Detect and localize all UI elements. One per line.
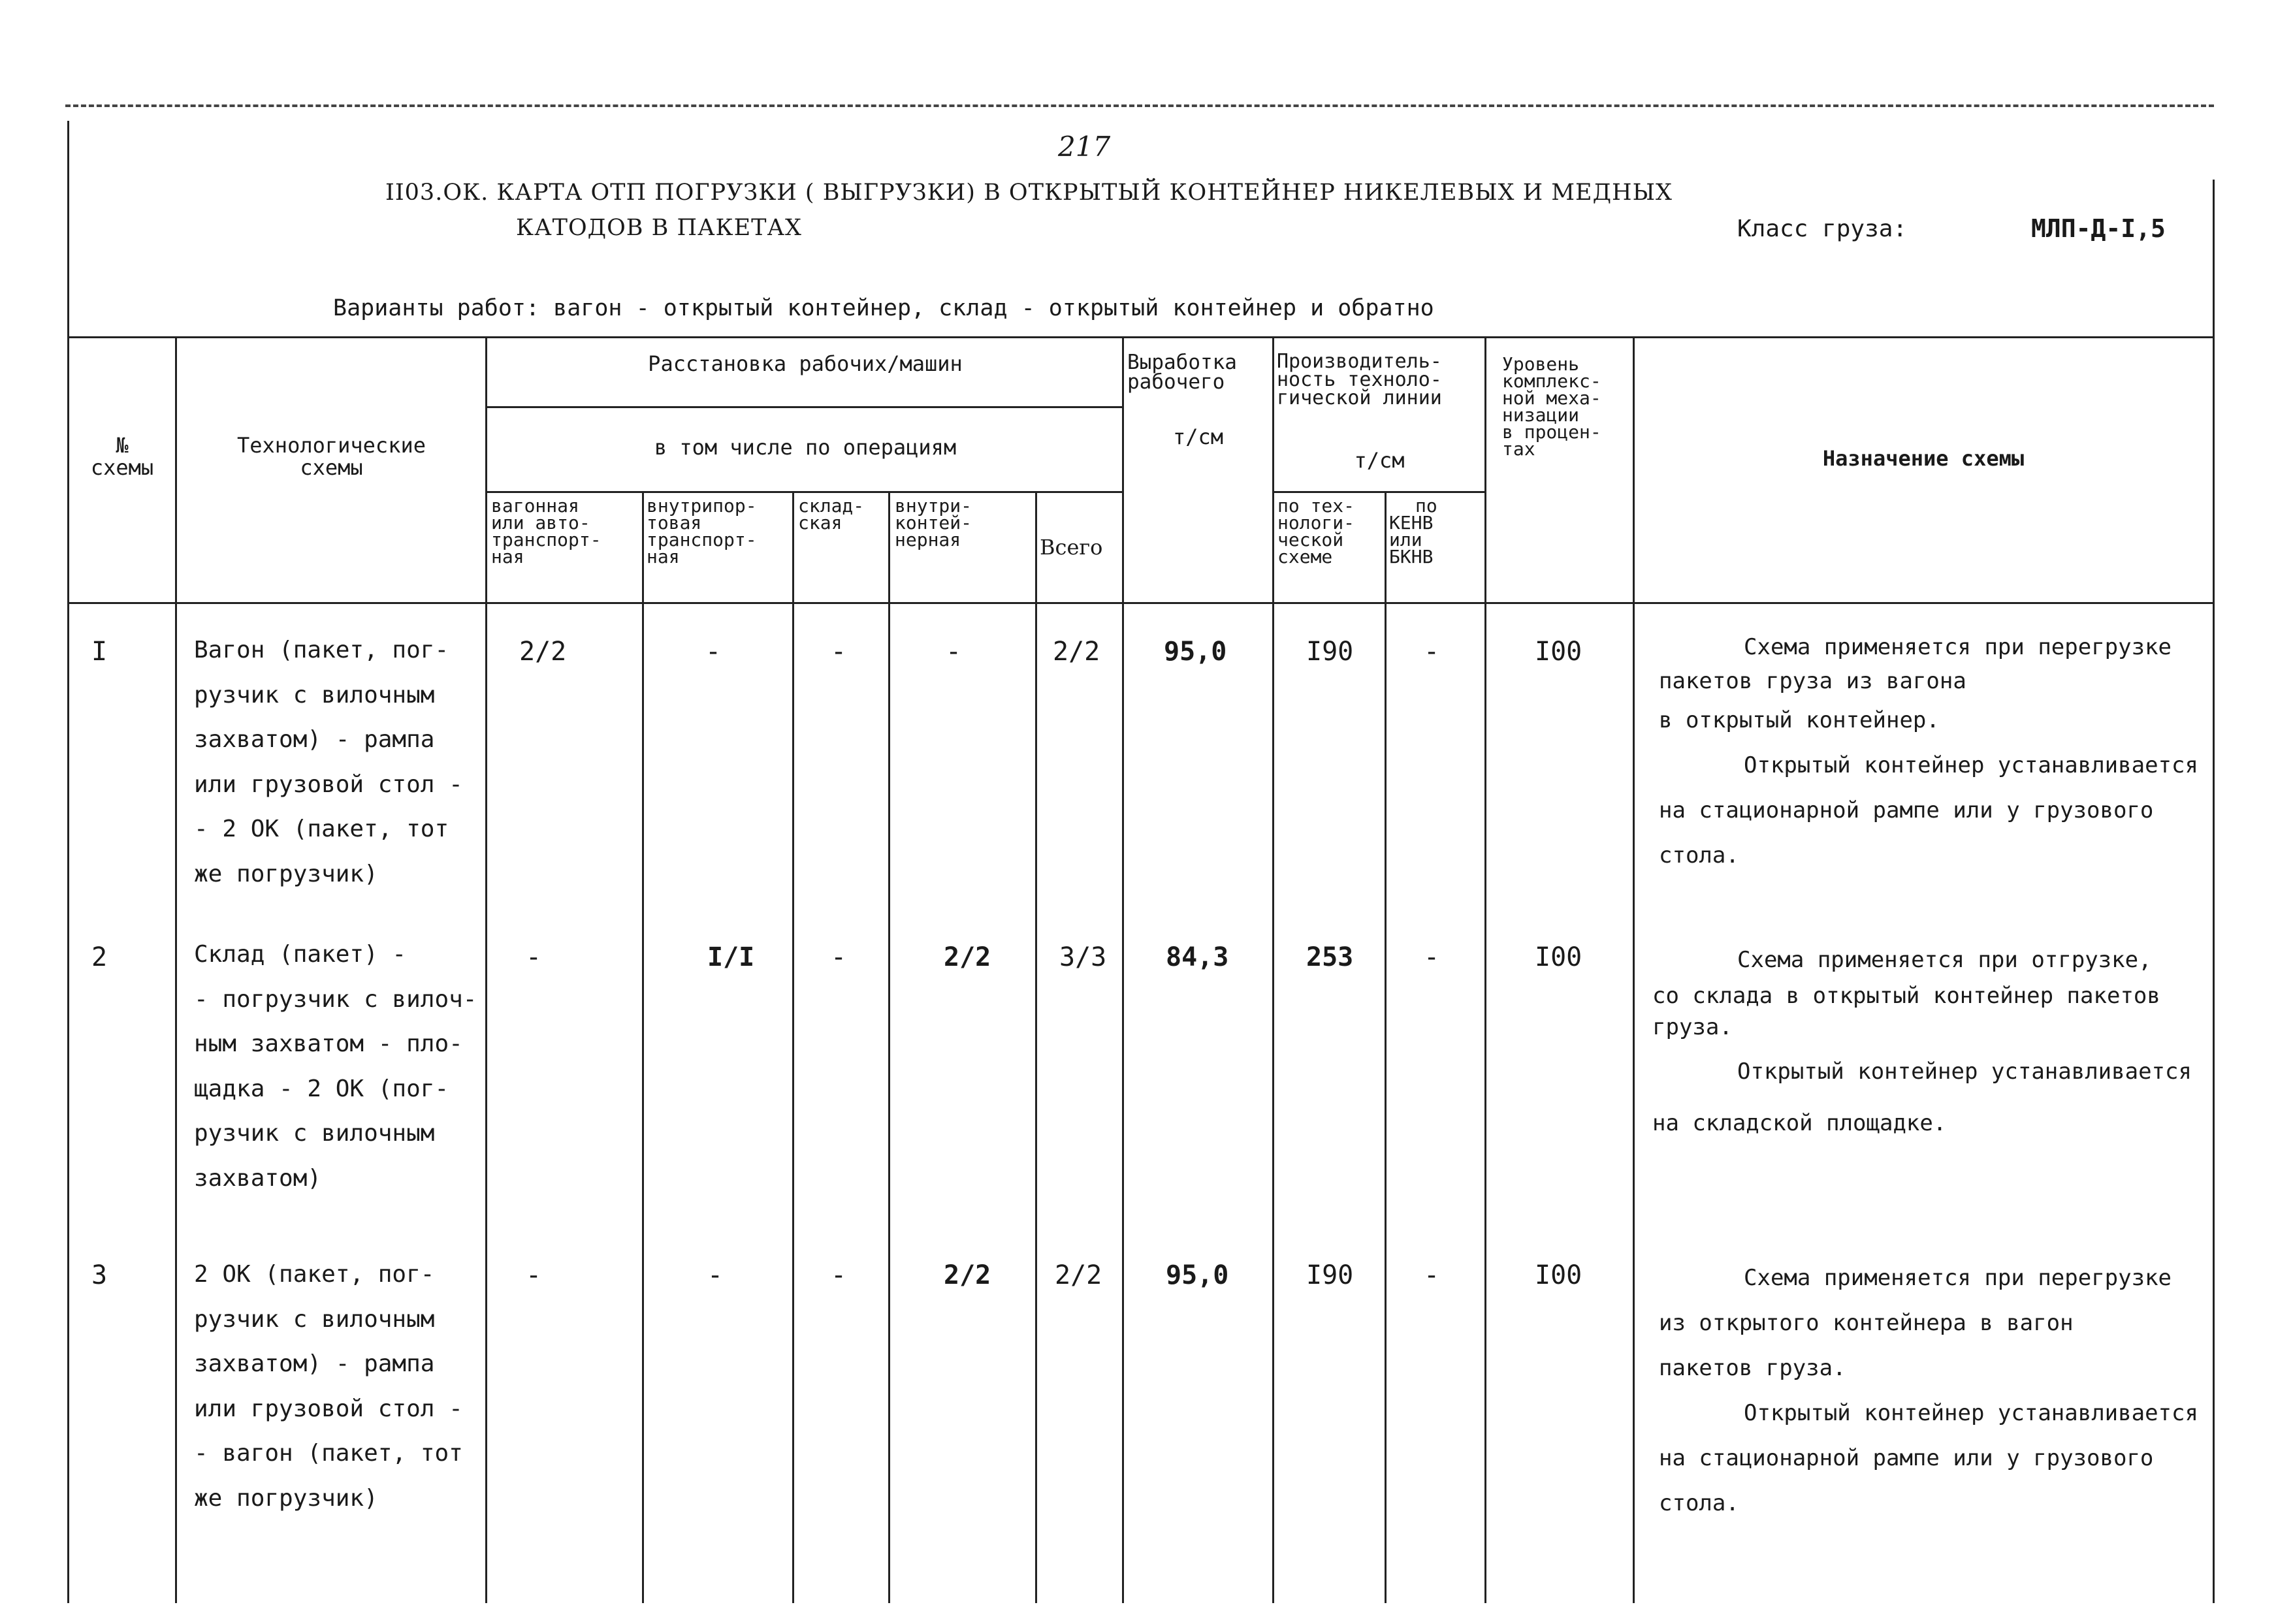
row-1-intraport: - — [705, 637, 722, 667]
header-warehouse: склад- ская — [798, 495, 865, 533]
header-total: Всего — [1040, 535, 1103, 560]
header-purpose: Назначение схемы — [1822, 446, 2025, 471]
row-3-by-kenv: - — [1424, 1260, 1440, 1290]
col-rule-intracontainer — [888, 491, 890, 1603]
row-2-by-kenv: - — [1424, 942, 1440, 972]
row-2-total: 3/3 — [1059, 942, 1107, 972]
header-intraport: внутрипор- товая транспорт- ная — [647, 495, 757, 567]
row-3-wagon: - — [526, 1260, 542, 1290]
row-2-no: 2 — [91, 942, 108, 972]
header-scheme-no: № схемы — [90, 433, 154, 480]
row-1-wagon: 2/2 — [519, 637, 567, 667]
top-rule — [65, 104, 2214, 107]
col-rule-productivity — [1272, 336, 1274, 1603]
right-border — [2213, 180, 2215, 1603]
col-rule-intraport — [642, 491, 644, 1603]
header-placement: Расстановка рабочих/машин — [648, 351, 963, 376]
header-rule-1 — [487, 406, 1123, 408]
row-1-intracontainer: - — [946, 637, 962, 667]
row-2-intracontainer: 2/2 — [944, 942, 991, 972]
cargo-class-label: Класс груза: — [1737, 215, 1908, 242]
header-by-operations: в том числе по операциям — [654, 435, 957, 460]
row-1-output: 95,0 — [1164, 637, 1227, 667]
col-rule-output — [1122, 336, 1124, 1603]
header-wagon: вагонная или авто- транспорт- ная — [491, 495, 601, 567]
row-1-by-kenv: - — [1424, 637, 1440, 667]
row-3-purpose: Схема применяется при перегрузке из открытого контейнера в вагон пакетов груза. Открытый контейнер устанавливается на стационарной рампе или у грузового стола. — [1659, 1265, 2198, 1516]
header-mechanization: Уровень комплекс- ной меха- низации в процен- тах — [1502, 353, 1601, 460]
row-3-tech: 2 ОК (пакет, пог- рузчик с вилочным захватом) - рампа или грузовой стол - - вагон (пакет, тот же погрузчик) — [194, 1261, 463, 1512]
row-1-warehouse: - — [831, 637, 847, 667]
row-3-no: 3 — [91, 1260, 108, 1290]
row-3-output: 95,0 — [1166, 1260, 1229, 1290]
row-1-no: I — [91, 637, 108, 667]
header-output-unit: т/см — [1172, 424, 1224, 449]
header-tech-schemes: Технологические схемы — [237, 433, 426, 480]
row-2-warehouse: - — [831, 942, 847, 972]
row-1-mech: I00 — [1535, 637, 1582, 667]
title-line-1: II03.ОК. КАРТА ОТП ПОГРУЗКИ ( ВЫГРУЗКИ) В ОТКРЫТЫЙ КОНТЕЙНЕР НИКЕЛЕВЫХ И МЕДНЫХ — [385, 180, 1673, 206]
col-rule-purpose — [1633, 336, 1635, 1603]
header-productivity: Производитель- ность техноло- гической линии — [1277, 350, 1442, 409]
row-3-by-scheme: I90 — [1306, 1260, 1354, 1290]
row-2-wagon: - — [526, 942, 542, 972]
row-1-total: 2/2 — [1053, 637, 1100, 667]
col-rule-mech — [1484, 336, 1486, 1603]
row-1-tech: Вагон (пакет, пог- рузчик с вилочным захватом) - рампа или грузовой стол - - 2 ОК (пакет, тот же погрузчик) — [194, 637, 463, 887]
work-variants: Варианты работ: вагон - открытый контейнер, склад - открытый контейнер и обратно — [333, 295, 1434, 321]
header-by-scheme: по тех- нологи- ческой схеме — [1277, 495, 1355, 567]
row-1-purpose: Схема применяется при перегрузке пакетов груза из вагона в открытый контейнер. Открытый контейнер устанавливается на стационарной рампе или у грузового стола. — [1659, 634, 2198, 868]
col-rule-tech — [175, 336, 177, 1603]
header-by-kenv: по КЕНВ или БКНВ — [1389, 495, 1437, 567]
row-3-intracontainer: 2/2 — [944, 1260, 991, 1290]
title-line-2: КАТОДОВ В ПАКЕТАХ — [516, 215, 802, 241]
row-3-mech: I00 — [1535, 1260, 1582, 1290]
row-3-intraport: - — [707, 1260, 724, 1290]
col-rule-total — [1035, 491, 1037, 1603]
row-2-purpose: Схема применяется при отгрузке, со склада в открытый контейнер пакетов груза. Открытый контейнер устанавливается на складской площадке. — [1652, 947, 2192, 1136]
header-rule-2 — [487, 491, 1123, 493]
header-output: Выработка рабочего — [1127, 351, 1237, 394]
row-1-by-scheme: I90 — [1306, 637, 1354, 667]
row-3-warehouse: - — [831, 1260, 847, 1290]
col-rule-wagon — [485, 336, 487, 1603]
col-rule-kenv — [1385, 491, 1387, 1603]
row-2-mech: I00 — [1535, 942, 1582, 972]
row-3-total: 2/2 — [1055, 1260, 1102, 1290]
page-number: 217 — [1058, 131, 1111, 163]
row-2-intraport: I/I — [707, 942, 755, 972]
col-rule-warehouse — [792, 491, 794, 1603]
header-productivity-unit: т/см — [1354, 448, 1405, 473]
header-rule-3 — [1274, 491, 1486, 493]
row-2-tech: Склад (пакет) - - погрузчик с вилоч- ным захватом - пло- щадка - 2 ОК (пог- рузчик с вилочным захватом) — [194, 941, 477, 1192]
page-title — [385, 175, 1673, 246]
table-top-rule — [67, 336, 2215, 338]
header-bottom-rule — [67, 602, 2215, 604]
row-2-by-scheme: 253 — [1306, 942, 1354, 972]
row-2-output: 84,3 — [1166, 942, 1229, 972]
cargo-class-value: МЛП-Д-I,5 — [2031, 214, 2166, 243]
left-border — [67, 121, 69, 1603]
header-intracontainer: внутри- контей- нерная — [895, 495, 972, 550]
